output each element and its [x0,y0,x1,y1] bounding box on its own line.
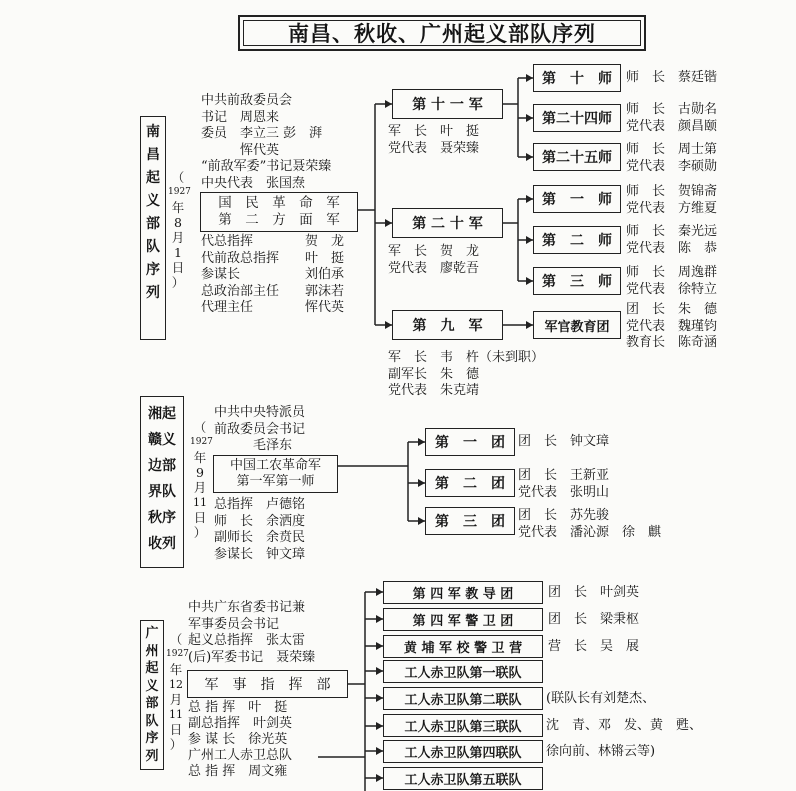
unit-box: 第 四 军 警 卫 团 [383,608,543,631]
division-leaders: 师 长 周士第 党代表 李硕勋 [626,142,718,174]
unit-leaders: 营 长 吴 展 [548,639,640,654]
qiushou-commanders: 总指挥 卢德铭 师 长 余洒度 副师长 余贲民 参谋长 钟文璋 [214,497,306,562]
army-leaders: 军 长 贺 龙 党代表 廖乾吾 [388,244,480,276]
unit-leaders: (联队长有刘楚杰、 [546,691,656,706]
regiment-box: 第 一 团 [425,428,515,456]
division-box: 第 十 师 [533,64,621,92]
division-leaders: 师 长 周逸群 党代表 徐特立 [626,265,718,297]
regiment-leaders: 团 长 王新亚 党代表 张明山 [518,468,610,500]
division-leaders: 师 长 蔡廷锴 [626,70,718,85]
unit-leaders: 沈 青、邓 发、黄 甦、 [546,718,703,733]
division-box: 第二十五师 [533,143,621,171]
unit-leaders: 徐向前、林锵云等) [546,744,656,759]
unit-box: 工人赤卫队第一联队 [383,660,543,683]
division-leaders: 师 长 古勋名 党代表 颜昌颐 [626,102,718,134]
division-box: 第 一 师 [533,185,621,213]
nanchang-tab: 南 昌 起 义 部 队 序 列 [140,116,166,340]
qiushou-leaders: 中共中央特派员 前敌委员会书记 毛泽东 [214,405,306,453]
nanchang-date: （ 1927 年 8 月 1 日 ） [168,170,191,290]
nanchang-leaders: 中共前敌委员会 书记 周恩来 委员 李立三 彭 湃 恽代英 “前敌军委”书记聂荣臻 中央代表 张国焘 [201,93,332,191]
qiushou-tab: 湘起 赣义 边部 界队 秋序 收列 [140,396,184,568]
unit-leaders: 团 长 叶剑英 [548,585,640,600]
unit-box: 第 四 军 教 导 团 [383,581,543,604]
guangzhou-commanders: 总 指 挥 叶 挺 副总指挥 叶剑英 参 谋 长 徐光英 广州工人赤卫总队 总 指 挥 周文雍 [188,700,293,779]
guangzhou-tab: 广 州 起 义 部 队 序 列 [140,620,164,770]
unit-box: 工人赤卫队第三联队 [383,714,543,737]
division-box: 军官教育团 [533,311,621,339]
division-box: 第二十四师 [533,104,621,132]
unit-leaders: 团 长 梁秉枢 [548,612,640,627]
army-leaders: 军 长 韦 杵（未到职） 副军长 朱 德 党代表 朱克靖 [388,350,545,398]
unit-box: 工人赤卫队第五联队 [383,767,543,790]
qiushou-date: （ 1927 年 9 月 11 日 ） [190,420,213,540]
division-leaders: 师 长 贺锦斋 党代表 方维夏 [626,184,718,216]
regiment-leaders: 团 长 苏先骏 党代表 潘沁源 徐 麒 [518,508,662,540]
army-leaders: 军 长 叶 挺 党代表 聂荣臻 [388,124,480,156]
unit-box: 工人赤卫队第四联队 [383,740,543,763]
division-leaders: 团 长 朱 德 党代表 魏瑾钧 教育长 陈奇涵 [626,302,718,350]
nanchang-hq-box: 国 民 革 命 军 第 二 方 面 军 [200,192,358,232]
unit-box: 黄 埔 军 校 警 卫 营 [383,635,543,658]
qiushou-hq-box: 中国工农革命军 第一军第一师 [213,455,338,493]
army-box: 第 十 一 军 [392,89,503,119]
regiment-box: 第 二 团 [425,469,515,497]
guangzhou-date: （ 1927 年 12 月 11 日 ） [166,632,189,752]
division-leaders: 师 长 秦光远 党代表 陈 恭 [626,224,718,256]
army-box: 第 九 军 [392,310,503,340]
nanchang-commanders: 代总指挥 贺 龙 代前敌总指挥 叶 挺 参谋长 刘伯承 总政治部主任 郭沫若 代理主任 恽代英 [201,234,345,315]
division-box: 第 三 师 [533,267,621,295]
regiment-leaders: 团 长 钟文璋 [518,434,610,449]
guangzhou-leaders: 中共广东省委书记兼 军事委员会书记 起义总指挥 张太雷 (后)军委书记 聂荣臻 [188,600,316,665]
page-title: 南昌、秋收、广州起义部队序列 [238,15,646,51]
guangzhou-hq-box: 军 事 指 挥 部 [187,670,348,698]
division-box: 第 二 师 [533,226,621,254]
unit-box: 工人赤卫队第二联队 [383,687,543,710]
regiment-box: 第 三 团 [425,507,515,535]
army-box: 第 二 十 军 [392,208,503,238]
